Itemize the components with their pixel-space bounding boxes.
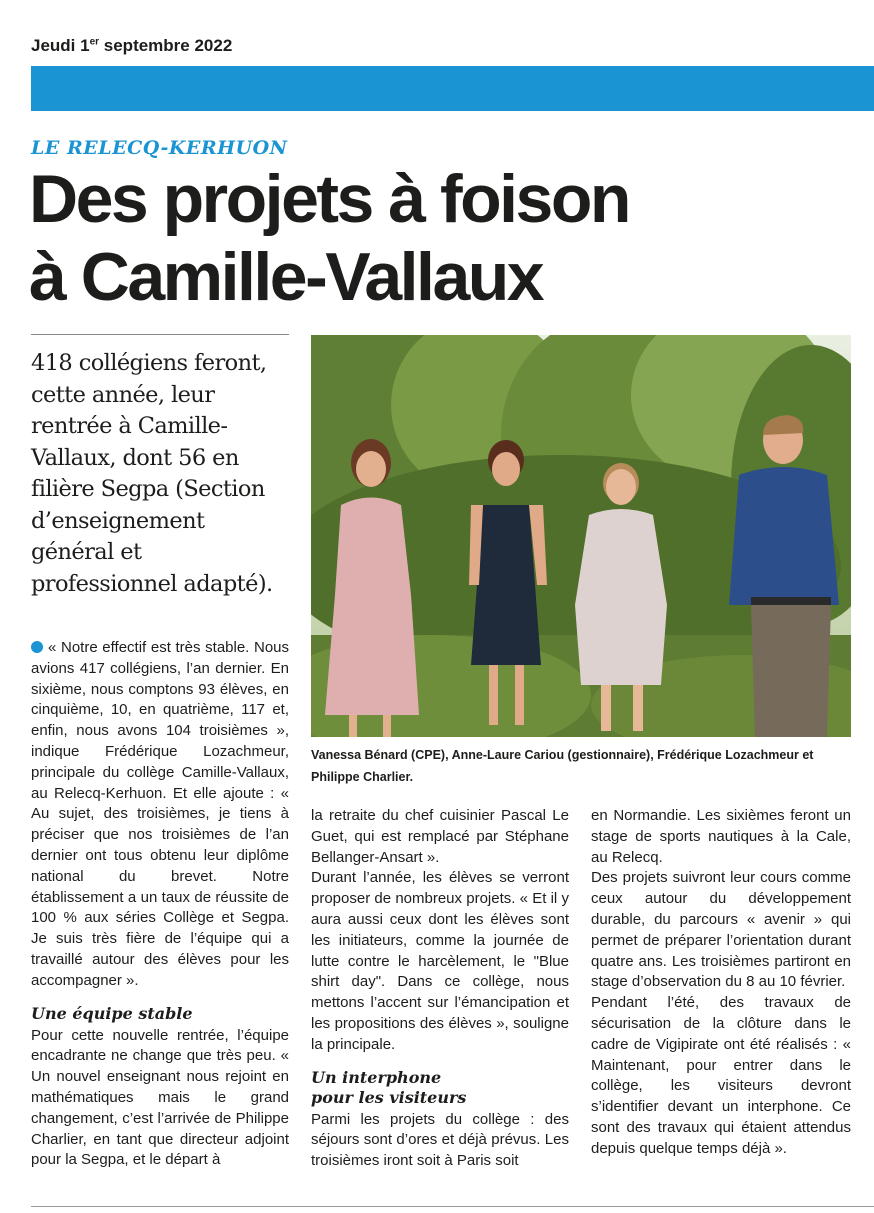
paragraph: Pour cette nouvelle rentrée, l’équipe encadrante ne change que très peu. « Un nouvel enseignant nous rejoint en mathématiques mais le grand changement, c’est l’arrivée de Philippe Charlier, en tant que directeur adjoint pour la Segpa, et le départ à (31, 1026, 289, 1169)
paragraph: Pendant l’été, des travaux de sécurisation de la clôture dans le cadre de Vigipirate ont été réalisés : « Maintenant, pour entrer dans le collège, les visiteurs devront s’identifier devant un interphone. Ce sont des travaux qui étaient attendus depuis quelque temps déjà ». (591, 994, 851, 1157)
subheading-equipe: Une équipe stable (31, 1003, 193, 1023)
paragraph (31, 638, 289, 992)
subheading-line-1: Un interphone (311, 1067, 442, 1087)
headline-line-1: Des projets à foison (29, 161, 629, 237)
article-kicker: LE RELECQ-KERHUON (31, 137, 288, 159)
paragraph: Durant l’année, les élèves se verront proposer de nombreux projets. « Et il y aura aussi ceux dont les élèves sont les initiateurs, comme la journée de lutte contre le harcèlement, le "Blue shirt day". Dans ce collège, nous mettons l’accent sur l’émancipation et les propositions des élèves », souligne la principale. (311, 869, 569, 1053)
subheading-interphone (311, 1068, 569, 1108)
bullet-dot-icon (31, 641, 43, 653)
headline-line-2: à Camille-Vallaux (29, 239, 543, 315)
paragraph-text: « Notre effectif est très stable. Nous avions 417 collégiens, l’an dernier. En sixième, nous comptons 93 élèves, en cinquième, 10, en quatrième, 117 et, enfin, nous avons 104 troisièmes », indique Frédérique Lozachmeur, principale du collège Camille-Vallaux, au Relecq-Kerhuon. Et elle ajoute : « Au sujet, des troisièmes, je tiens à préciser que nos troisièmes de l’an dernier ont tous obtenu leur diplôme national du brevet. Notre établissement a un taux de réussite de 100 % aux séries Collège et Segpa. Je suis très fière de l’équipe qui a travaillé autour des élèves pour les accompagner ». (31, 639, 289, 989)
divider-rule (31, 334, 289, 335)
article-column-2 (311, 806, 569, 1172)
bottom-rule (31, 1206, 874, 1207)
article-column-3 (591, 806, 851, 1160)
article-column-1 (31, 638, 289, 1171)
paragraph: la retraite du chef cuisinier Pascal Le Guet, qui est remplacé par Stéphane Bellanger-Ansart ». (311, 807, 569, 866)
paragraph: Parmi les projets du collège : des séjours sont d’ores et déjà prévus. Les troisièmes iront soit à Paris soit (311, 1110, 569, 1170)
issue-date: Jeudi 1er septembre 2022 (31, 36, 233, 55)
paragraph: en Normandie. Les sixièmes feront un stage de sports nautiques à la Cale, au Relecq. (591, 807, 851, 866)
article-headline (29, 160, 689, 316)
header-band (31, 66, 874, 111)
paragraph: Des projets suivront leur cours comme ceux autour du développement durable, du parcours « avenir » qui permet de préparer l’orientation durant quatre ans. Les troisièmes partiront en stage d’observation du 8 au 10 février. (591, 869, 851, 991)
photo-caption: Vanessa Bénard (CPE), Anne-Laure Cariou (gestionnaire), Frédérique Lozachmeur et Philippe Charlier. (311, 748, 814, 784)
subheading-line-2: pour les visiteurs (311, 1087, 467, 1107)
article-photo (311, 335, 851, 737)
article-lede: 418 collégiens feront, cette année, leur rentrée à Camille-Vallaux, dont 56 en filière Segpa (Section d’enseignement général et professionnel adapté). (31, 350, 273, 597)
